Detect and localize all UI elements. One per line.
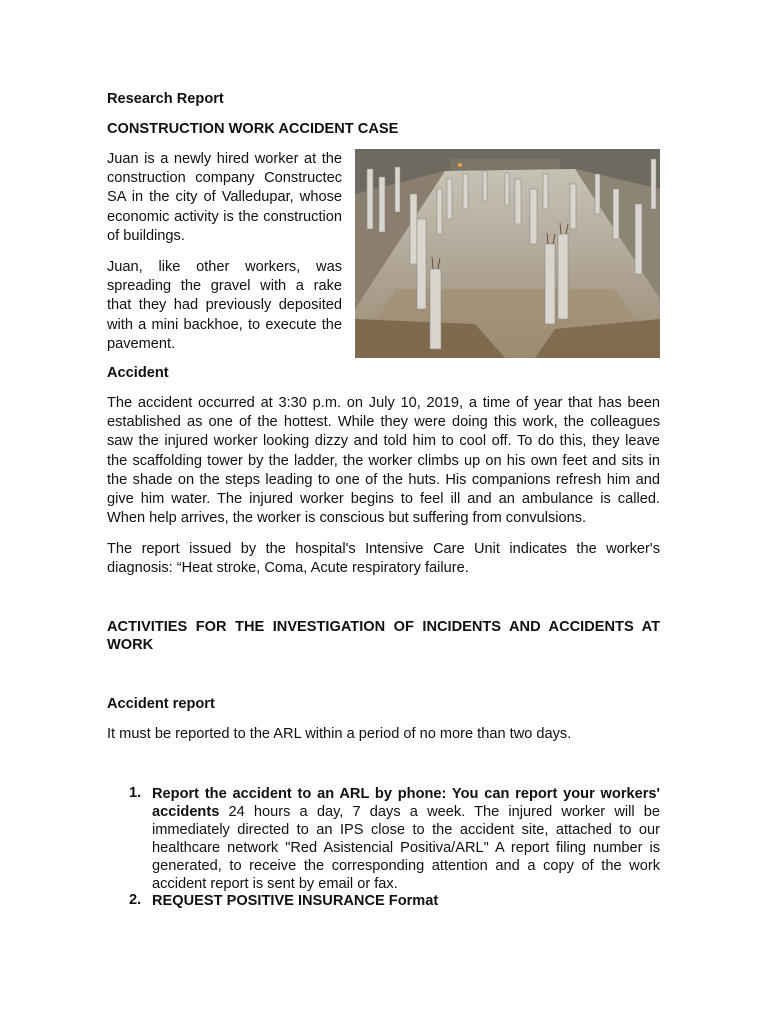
accident-report-heading: Accident report: [107, 696, 215, 712]
list-item-number: 1.: [129, 785, 142, 801]
arl-sentence: It must be reported to the ARL within a period of no more than two days.: [107, 726, 572, 742]
list-item: [107, 892, 660, 910]
construction-site-illustration: [355, 149, 660, 358]
report-label: Research Report: [107, 91, 224, 107]
list-item: [107, 785, 660, 894]
list-item-bold-text: REQUEST POSITIVE INSURANCE Format: [152, 893, 439, 909]
case-title: CONSTRUCTION WORK ACCIDENT CASE: [107, 121, 399, 137]
icu-paragraph: The report issued by the hospital's Intensive Care Unit indicates the worker's diagnosis: “Heat stroke, Coma, Acute respiratory failure.: [107, 541, 660, 577]
accident-heading: Accident: [107, 365, 169, 381]
construction-site-photo: [355, 149, 660, 358]
intro-paragraph-1: Juan is a newly hired worker at the construction company Constructec SA in the city of Valledupar, whose economic activity is the construction of buildings.: [107, 151, 342, 244]
intro-paragraph-2: Juan, like other workers, was spreading the gravel with a rake that they had previously deposited with a mini backhoe, to execute the pavement.: [107, 259, 342, 352]
activities-heading: ACTIVITIES FOR THE INVESTIGATION OF INCIDENTS AND ACCIDENTS AT WORK: [107, 619, 660, 654]
list-item-body-text: 24 hours a day, 7 days a week. The injured worker will be immediately directed to an IPS close to the accident site, attached to our healthcare network "Red Asistencial Positiva/ARL" A report filing number is generated, to receive the corresponding attention and a copy of the work accident report is sent by email or fax.: [152, 804, 660, 893]
list-item-bold-text: Report the accident to an ARL by phone: You can report your workers' accidents: [152, 786, 660, 821]
list-item-text: [152, 785, 660, 894]
accident-paragraph: The accident occurred at 3:30 p.m. on July 10, 2019, a time of year that has been established as one of the hottest. While they were doing this work, the colleagues saw the injured worker looking dizzy and told him to cool off. To do this, they leave the scaffolding tower by the ladder, the worker climbs up on his own feet and sits in the shade on the steps leading to one of the huts. His companions refresh him and give him water. The injured worker begins to feel ill and an ambulance is called. When help arrives, the worker is conscious but suffering from convulsions.: [107, 395, 660, 527]
list-item-text: [152, 892, 660, 910]
list-item-number: 2.: [129, 892, 142, 908]
